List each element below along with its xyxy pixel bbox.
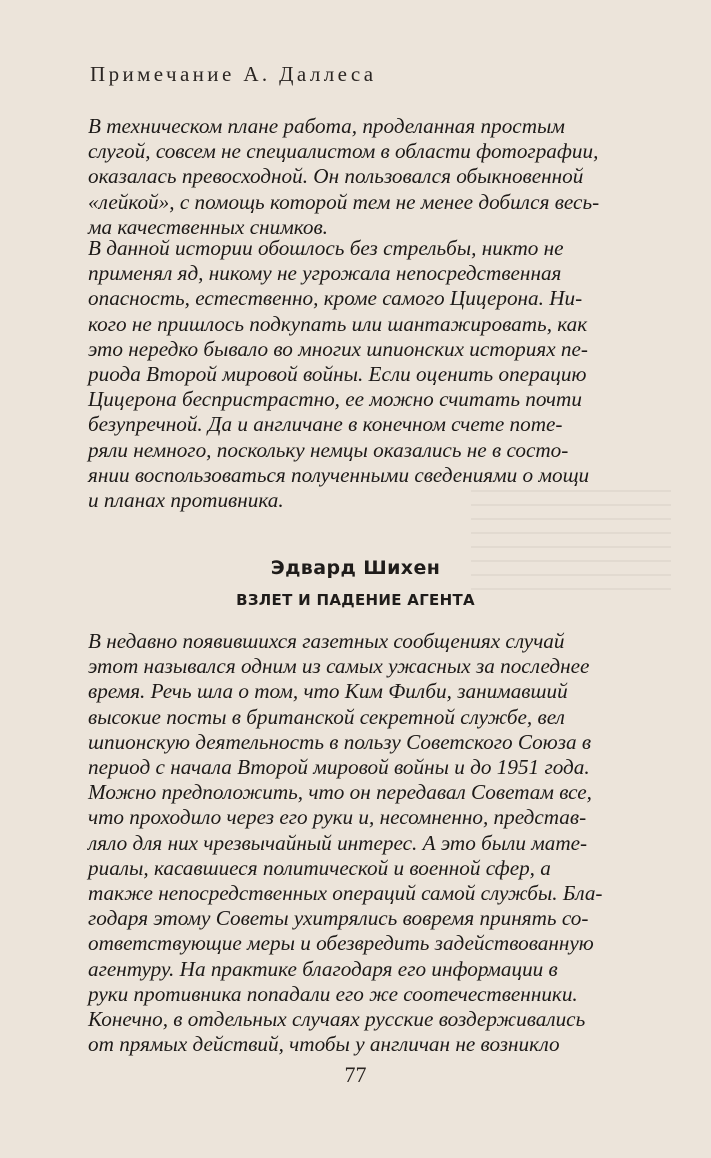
chapter-title: ВЗЛЕТ И ПАДЕНИЕ АГЕНТА [236,591,475,609]
text-block-3 [88,629,643,1057]
paragraph-2: В данной истории обошлось без стрельбы, никто не применял яд, никому не угрожала непосредственная опасность, естественно, кроме самого Цицерона. Ни- кого не пришлось подкупать или шантажировать, как это нередко бывало во многих шпионских историях пе- риода Второй мировой войны. Если оценить операцию Цицерона беспристрастно, ее можно считать почти безупречной. Да и англичане в конечном счете поте- ряли немного, поскольку немцы оказались не в состо- янии воспользоваться полученными сведениями о мощи и планах противника. [88,236,590,513]
chapter-author: Эдвард Шихен [270,557,441,579]
text-block-2 [88,236,643,513]
text-block-1 [88,114,643,240]
paragraph-1: В техническом плане работа, проделанная простым слугой, совсем не специалистом в области фотографии, оказалась превосходной. Он пользовался обыкновенной «лейкой», с помощь которой тем не менее добился весь- ма качественных снимков. [88,114,600,239]
page-number: 77 [344,1062,367,1087]
running-head: Примечание А. Даллеса [90,62,377,86]
paragraph-3: В недавно появившихся газетных сообщениях случай этот назывался одним из самых ужасных за последнее время. Речь шла о том, что Ким Филби, занимавший высокие посты в британской секретной службе, вел шпионскую деятельность в пользу Советского Союза в период с начала Второй мировой войны и до 1951 года. Можно предположить, что он передавал Советам все, что проходило через его руки и, несомненно, представ- ляло для них чрезвычайный интерес. А это были мате- риалы, касавшиеся политической и военной сфер, а также непосредственных операций самой службы. Бла- годаря этому Советы ухитрялись вовремя принять со- ответствующие меры и обезвредить задействованную агентуру. На практике благодаря его информации в руки противника попадали его же соотечественники. Конечно, в отдельных случаях русские воздерживались от прямых действий, чтобы у англичан не возникло [88,629,603,1057]
